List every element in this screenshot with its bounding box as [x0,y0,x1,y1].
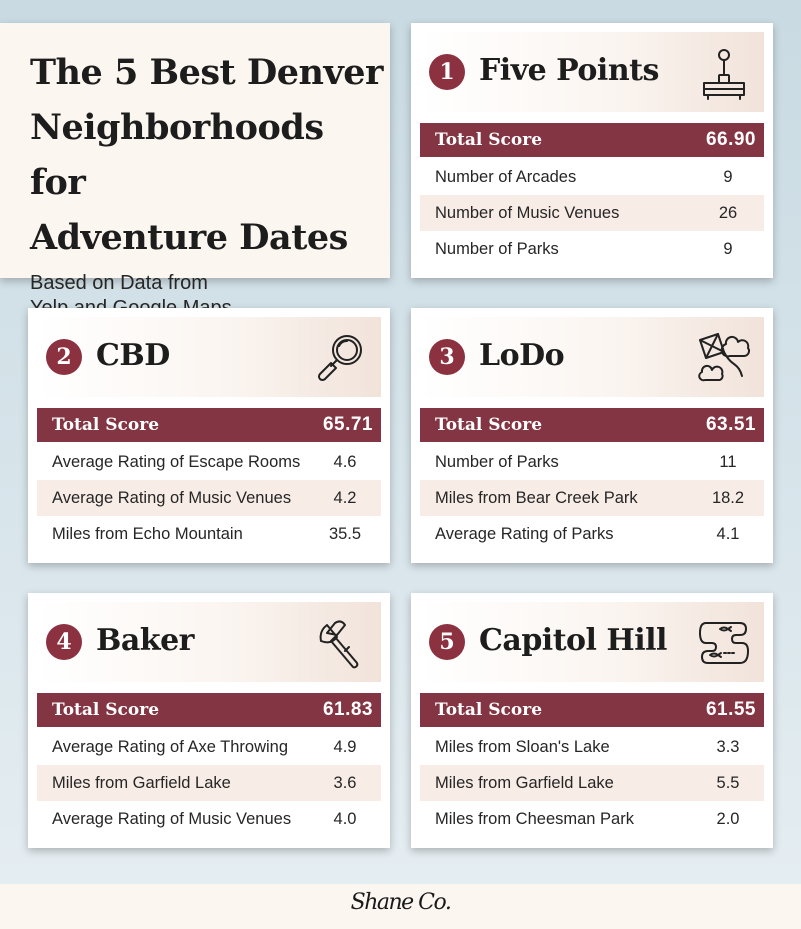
metric-value: 18.2 [711,489,745,507]
metric-value: 11 [719,453,737,471]
title-card [0,23,390,294]
total-score-value: 66.90 [705,129,756,150]
rank-badge: 5 [429,624,465,660]
rank-badge: 4 [46,624,82,660]
joystick-icon [696,45,752,101]
metric-value: 4.6 [333,453,357,471]
metrics-list [420,159,764,267]
metric-label: Miles from Cheesman Park [435,810,634,828]
fishing-map-icon [696,615,752,671]
metric-row [420,480,764,516]
total-score-value: 61.83 [322,699,373,720]
neighborhood-name: Five Points [479,53,659,88]
metric-row [420,516,764,552]
total-score-row [420,408,764,442]
total-score-row [37,693,381,727]
metric-label: Number of Arcades [435,168,577,186]
page-title: The 5 Best Denver Neighborhoods for Adventure Dates [30,52,384,258]
card-header [420,602,764,682]
rank-badge: 3 [429,339,465,375]
metric-row [420,729,764,765]
metric-value: 3.3 [716,738,740,756]
metric-label: Miles from Garfield Lake [52,774,231,792]
metric-row [420,195,764,231]
page-subtitle: Based on Data from [30,272,208,294]
total-score-label: Total Score [435,700,543,720]
total-score-row [420,123,764,157]
total-score-label: Total Score [435,415,543,435]
total-score-label: Total Score [52,415,160,435]
metric-label: Average Rating of Music Venues [52,489,292,507]
metric-label: Miles from Bear Creek Park [435,489,638,507]
metric-row [37,480,381,516]
metric-value: 3.6 [333,774,357,792]
total-score-value: 61.55 [705,699,756,720]
metric-value: 4.2 [333,489,357,507]
metric-row [37,516,381,552]
metric-value: 35.5 [328,525,362,543]
total-score-label: Total Score [435,130,543,150]
card-header [420,32,764,112]
brand-logo: Shane Co. [350,890,451,915]
neighborhood-card-3 [411,308,773,563]
metric-row [420,801,764,837]
metric-value: 4.1 [716,525,740,543]
metric-row [420,765,764,801]
neighborhood-name: CBD [96,338,170,373]
neighborhood-name: Capitol Hill [479,623,667,658]
metrics-list [37,729,381,837]
metric-value: 4.0 [333,810,357,828]
metric-label: Number of Parks [435,453,559,471]
magnifying-glass-icon [313,330,369,386]
metric-row [420,159,764,195]
rank-badge: 1 [429,54,465,90]
metric-row [420,231,764,267]
footer [0,884,801,929]
metric-value: 26 [718,204,738,222]
rank-badge: 2 [46,339,82,375]
metric-row [37,444,381,480]
neighborhood-name: LoDo [479,338,565,373]
metrics-list [420,444,764,552]
metric-row [37,729,381,765]
metric-label: Miles from Sloan's Lake [435,738,610,756]
total-score-label: Total Score [52,700,160,720]
metric-label: Average Rating of Music Venues [52,810,292,828]
total-score-value: 65.71 [322,414,373,435]
metrics-list [420,729,764,837]
neighborhood-card-5 [411,593,773,848]
axe-icon [313,615,369,671]
total-score-row [37,408,381,442]
neighborhood-card-4 [28,593,390,848]
neighborhood-card-1 [411,23,773,278]
card-header [37,602,381,682]
metric-label: Miles from Garfield Lake [435,774,614,792]
metric-label: Miles from Echo Mountain [52,525,243,543]
total-score-value: 63.51 [705,414,756,435]
metric-value: 5.5 [716,774,740,792]
kite-icon [696,330,752,386]
metric-row [37,765,381,801]
metric-label: Average Rating of Parks [435,525,614,543]
metric-label: Number of Parks [435,240,559,258]
metric-label: Average Rating of Axe Throwing [52,738,289,756]
neighborhood-card-2 [28,308,390,563]
metric-value: 9 [723,240,733,258]
metric-value: 2.0 [716,810,740,828]
total-score-row [420,693,764,727]
metrics-list [37,444,381,552]
metric-row [420,444,764,480]
metric-value: 4.9 [333,738,357,756]
metric-label: Number of Music Venues [435,204,620,222]
card-header [420,317,764,397]
metric-value: 9 [723,168,733,186]
neighborhood-name: Baker [96,623,194,658]
metric-row [37,801,381,837]
metric-label: Average Rating of Escape Rooms [52,453,301,471]
card-header [37,317,381,397]
